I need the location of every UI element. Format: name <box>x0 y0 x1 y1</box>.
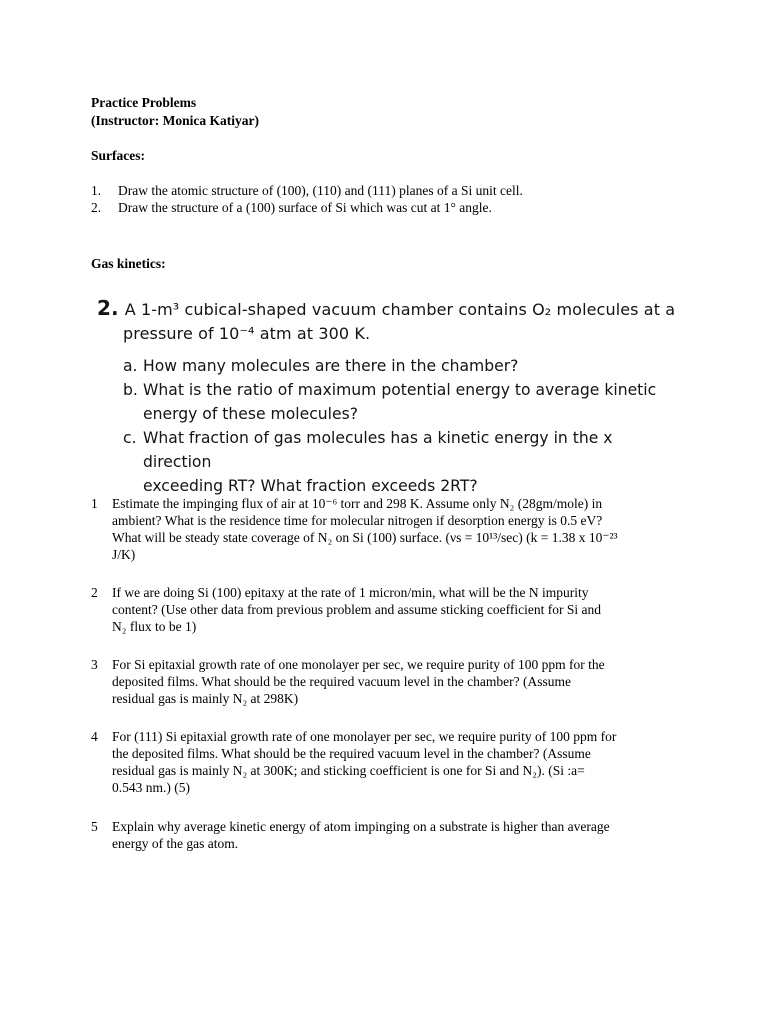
list-item-text: Draw the structure of a (100) surface of Si which was cut at 1° angle. <box>118 200 492 215</box>
surfaces-list <box>91 182 691 216</box>
section-heading-surfaces: Surfaces: <box>91 148 145 163</box>
scanned-textbook-problem <box>97 296 677 498</box>
scanned-part <box>123 378 677 402</box>
scanned-part <box>123 402 677 426</box>
scanned-problem-parts <box>123 354 677 498</box>
scanned-problem-statement <box>97 296 677 322</box>
problem-line: For (111) Si epitaxial growth rate of one monolayer per sec, we require purity of 100 ppm for <box>112 729 617 744</box>
problem-item <box>91 495 671 563</box>
problem-line: N₂ flux to be 1) <box>112 619 197 634</box>
problem-item <box>91 656 671 707</box>
problem-number: 3 <box>91 657 98 672</box>
list-item <box>91 182 691 199</box>
list-item <box>91 199 691 216</box>
section-heading-gas-kinetics: Gas kinetics: <box>91 256 166 271</box>
part-letter: c. <box>123 429 137 447</box>
problem-number: 4 <box>91 729 98 744</box>
scanned-part <box>123 354 677 378</box>
problem-text <box>112 584 671 635</box>
list-item-number: 1. <box>91 183 102 198</box>
problem-text <box>112 495 671 563</box>
instructor-line: (Instructor: Monica Katiyar) <box>91 113 259 128</box>
problem-line: Explain why average kinetic energy of atom impinging on a substrate is higher than average <box>112 819 610 834</box>
part-text: exceeding RT? What fraction exceeds 2RT? <box>143 477 478 495</box>
problem-item <box>91 728 671 796</box>
problem-item <box>91 584 671 635</box>
problem-number: 2 <box>91 585 98 600</box>
problem-line: If we are doing Si (100) epitaxy at the rate of 1 micron/min, what will be the N impurity <box>112 585 589 600</box>
problem-number: 1 <box>91 496 98 511</box>
problem-line: ambient? What is the residence time for molecular nitrogen if desorption energy is 0.5 eV? <box>112 513 603 528</box>
scanned-problem-line: pressure of 10⁻⁴ atm at 300 K. <box>123 324 371 343</box>
part-letter: b. <box>123 381 138 399</box>
part-text: How many molecules are there in the chamber? <box>143 357 519 375</box>
scanned-problem-line: A 1-m³ cubical-shaped vacuum chamber contains O₂ molecules at a <box>124 300 676 319</box>
problem-text <box>112 656 671 707</box>
document-title: Practice Problems <box>91 95 197 110</box>
part-text: What fraction of gas molecules has a kinetic energy in the x direction <box>143 429 613 471</box>
problem-item <box>91 818 671 852</box>
part-letter: a. <box>123 357 138 375</box>
problem-line: energy of the gas atom. <box>112 836 239 851</box>
list-item-number: 2. <box>91 200 102 215</box>
problem-line: What will be steady state coverage of N₂ on Si (100) surface. (νs = 10¹³/sec) (k = 1.38 x 10⁻²³ <box>112 530 618 545</box>
problem-line: 0.543 nm.) (5) <box>112 780 190 795</box>
part-letter <box>123 402 143 426</box>
problem-line: content? (Use other data from previous problem and assume sticking coefficient for Si and <box>112 602 601 617</box>
list-item-text: Draw the atomic structure of (100), (110) and (111) planes of a Si unit cell. <box>118 183 523 198</box>
scanned-problem-number: 2. <box>97 296 119 320</box>
problem-line: J/K) <box>112 547 136 562</box>
part-text: What is the ratio of maximum potential energy to average kinetic <box>143 381 657 399</box>
problem-line: residual gas is mainly N₂ at 298K) <box>112 691 299 706</box>
problem-text <box>112 728 671 796</box>
problem-text <box>112 818 671 852</box>
part-text: energy of these molecules? <box>143 405 358 423</box>
problem-line: the deposited films. What should be the required vacuum level in the chamber? (Assume <box>112 746 591 761</box>
scanned-part <box>123 426 677 474</box>
problem-number: 5 <box>91 819 98 834</box>
problem-line: Estimate the impinging flux of air at 10⁻⁶ torr and 298 K. Assume only N₂ (28gm/mole) in <box>112 496 603 511</box>
problem-line: residual gas is mainly N₂ at 300K; and sticking coefficient is one for Si and N₂). (Si :a= <box>112 763 585 778</box>
problem-line: deposited films. What should be the required vacuum level in the chamber? (Assume <box>112 674 571 689</box>
problem-line: For Si epitaxial growth rate of one monolayer per sec, we require purity of 100 ppm for the <box>112 657 605 672</box>
